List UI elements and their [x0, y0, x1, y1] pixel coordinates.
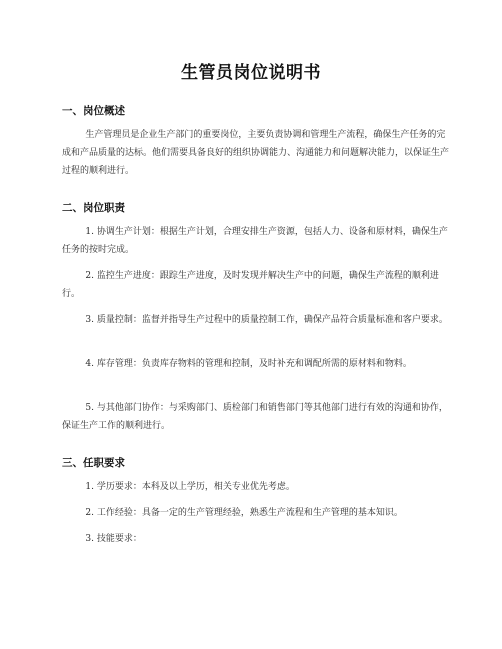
section-heading-overview: 一、岗位概述	[62, 105, 125, 117]
section-heading-duties: 二、岗位职责	[62, 202, 125, 214]
duty-item-4: 4. 库存管理：负责库存物料的管理和控制，及时补充和调配所需的原材料和物料。	[85, 359, 412, 369]
overview-paragraph: 生产管理员是企业生产部门的重要岗位，主要负责协调和管理生产流程，确保生产任务的完成和产品质量的达标。他们需要具备良好的组织协调能力、沟通能力和问题解决能力，以保证生产过程的顺利进行。	[62, 130, 450, 176]
duty-item-5: 5. 与其他部门协作：与采购部门、质检部门和销售部门等其他部门进行有效的沟通和协作，保证生产工作的顺利进行。	[62, 403, 448, 431]
requirement-item-1: 1. 学历要求：本科及以上学历，相关专业优先考虑。	[85, 482, 295, 492]
section-heading-requirements: 三、任职要求	[62, 457, 125, 469]
requirement-item-2: 2. 工作经验：具备一定的生产管理经验，熟悉生产流程和生产管理的基本知识。	[85, 508, 403, 518]
document-title: 生管员岗位说明书	[181, 63, 321, 83]
duty-item-1: 1. 协调生产计划：根据生产计划，合理安排生产资源，包括人力、设备和原材料，确保生产任务的按时完成。	[62, 227, 448, 255]
requirement-item-3: 3. 技能要求：	[85, 534, 142, 544]
duty-item-3: 3. 质量控制：监督并指导生产过程中的质量控制工作，确保产品符合质量标准和客户要求。	[85, 315, 448, 325]
duty-item-2: 2. 监控生产进度：跟踪生产进度，及时发现并解决生产中的问题，确保生产流程的顺利进行。	[62, 271, 439, 299]
